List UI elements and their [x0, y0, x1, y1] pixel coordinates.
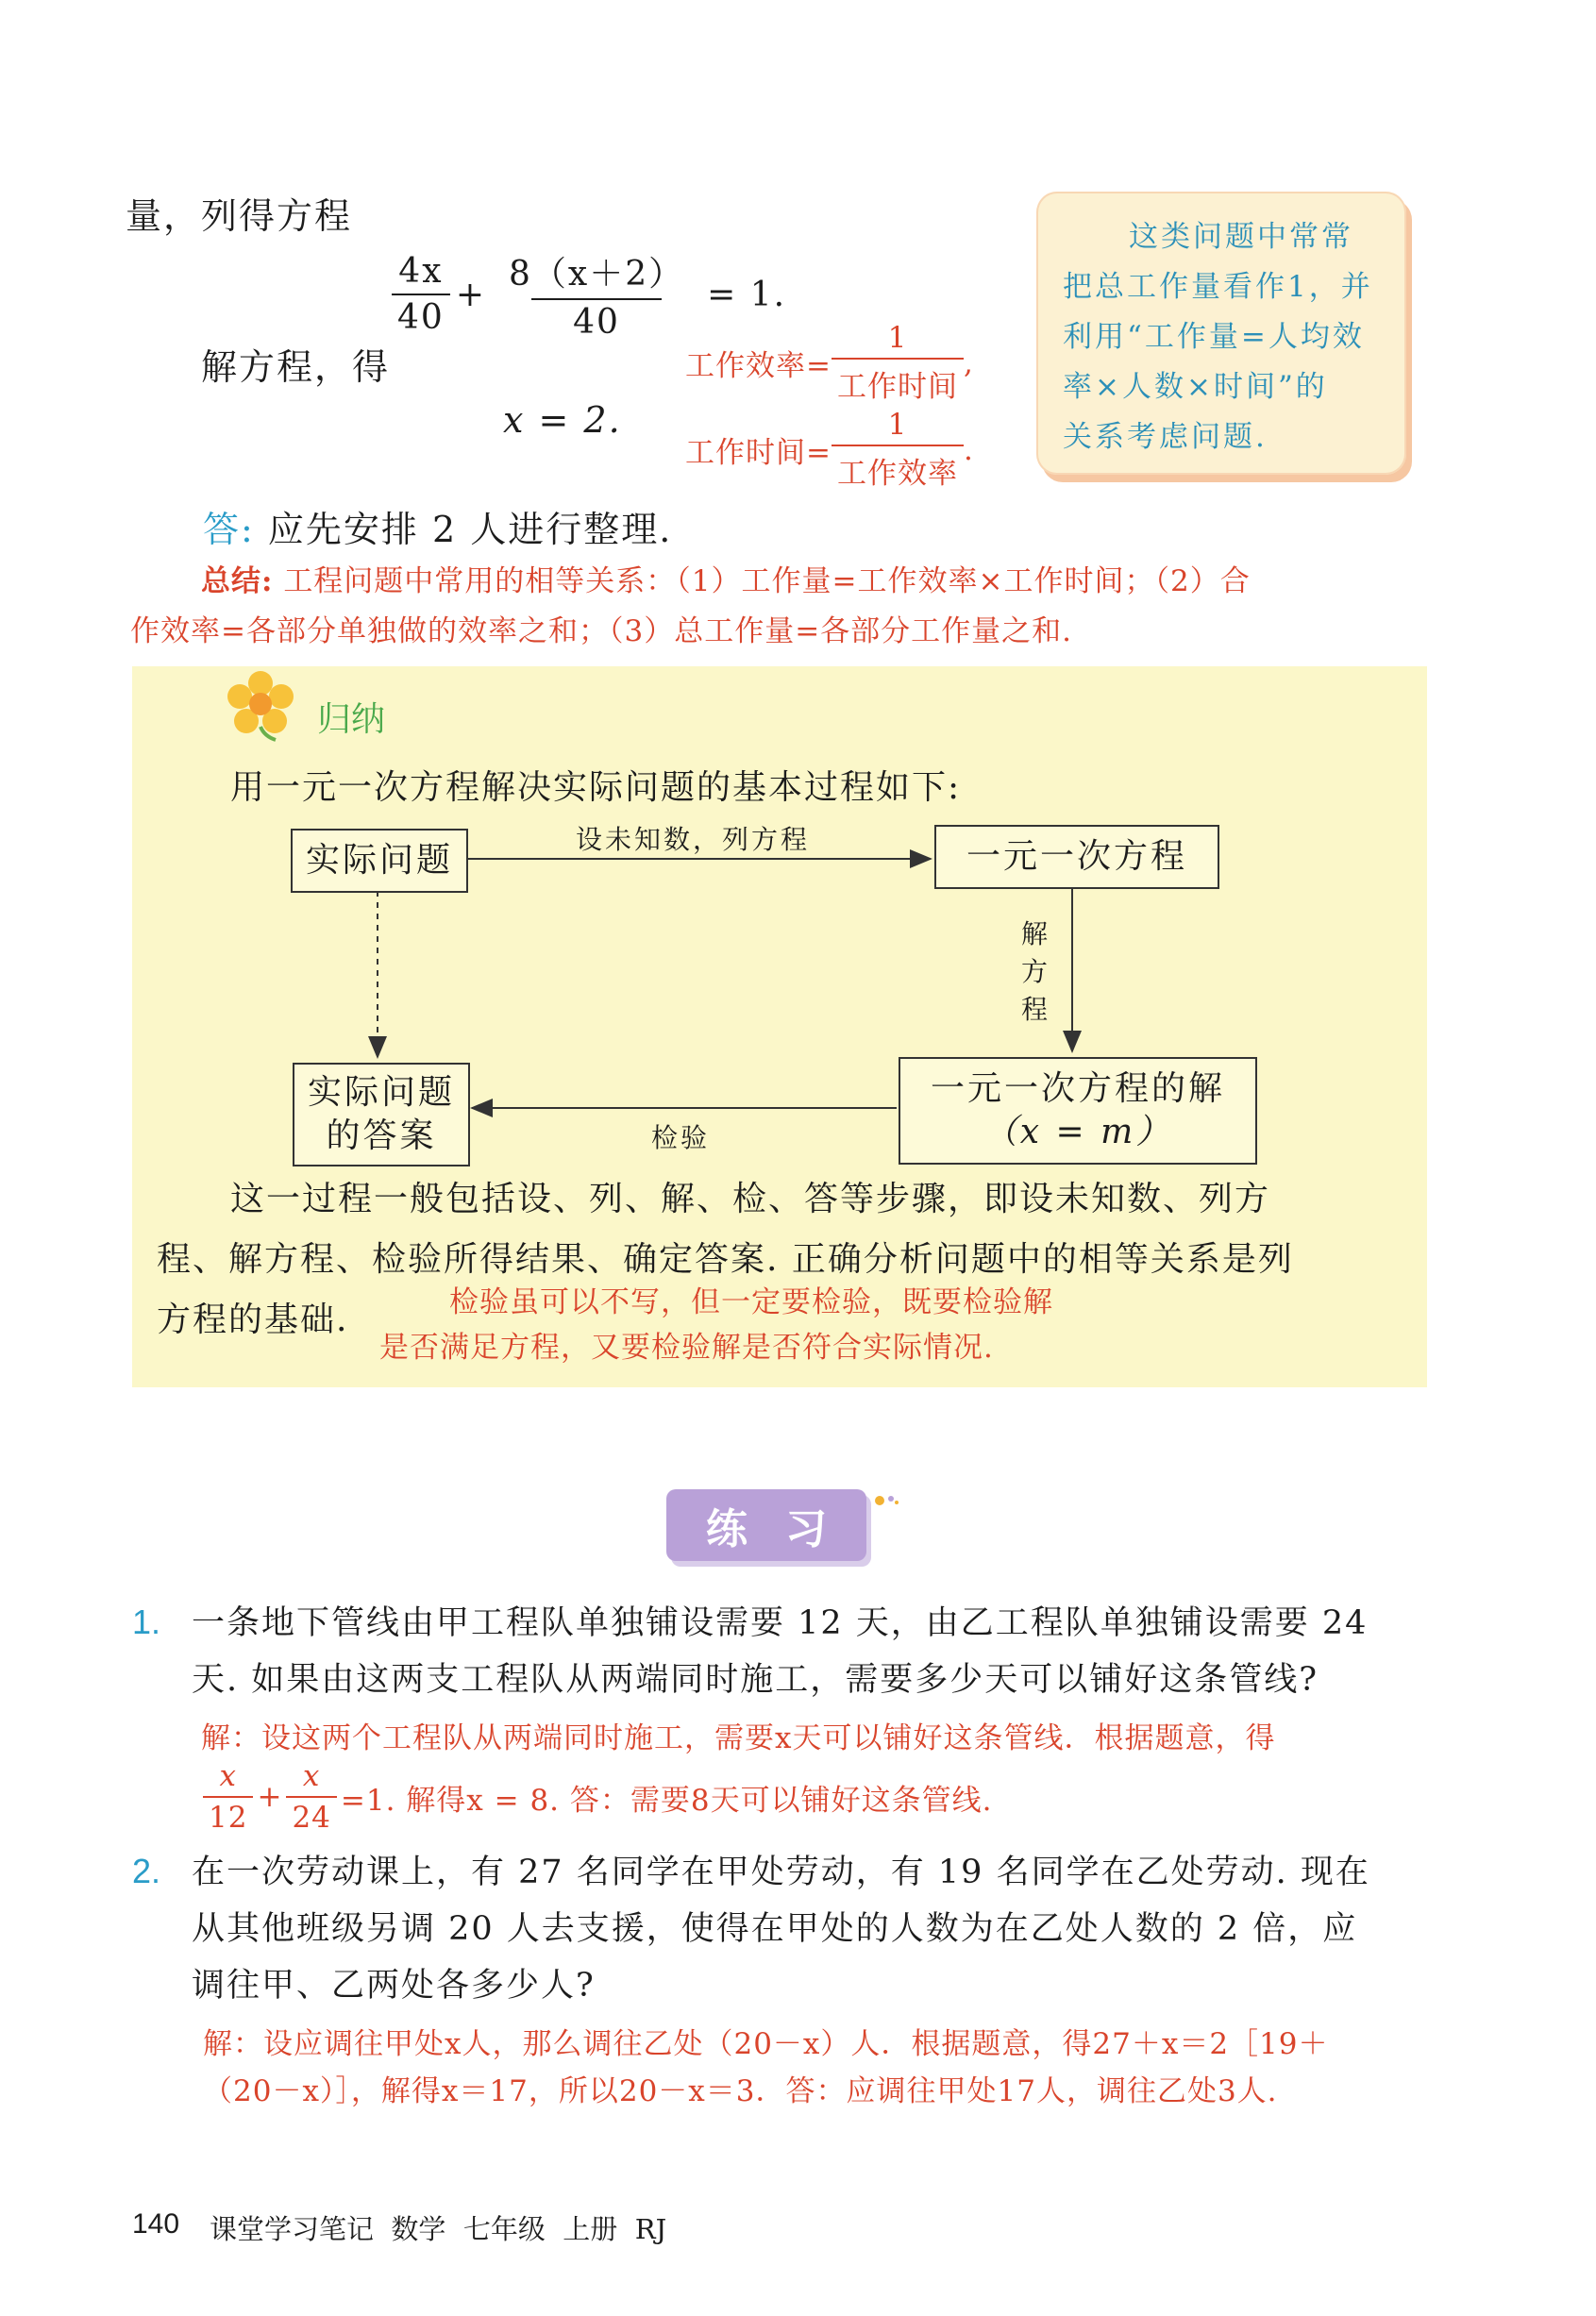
equation: $\frac{4x}{40}$ + $\frac{8(x+2)}{40}$ = 1. [392, 247, 786, 342]
tip-box [1036, 192, 1406, 475]
arrow-label-setup: 设未知数，列方程 [576, 824, 811, 855]
summary-line-2: 作效率=各部分单独做的效率之和；（3）总工作量=各部分工作量之和. [130, 614, 1073, 648]
fraction-2: $\frac{8(x+2)}{40}$ [508, 255, 685, 342]
flow-arrows [132, 666, 1427, 1195]
q1-line-1: 一条地下管线由甲工程队单独铺设需要 12 天，由乙工程队单独铺设需要 24 [192, 1604, 1369, 1642]
tip-line: 把总工作量看作1，并 [1063, 270, 1373, 304]
intro-line: 量，列得方程 [126, 195, 353, 237]
induction-note-1: 检验虽可以不写，但一定要检验，既要检验解 [449, 1285, 1053, 1319]
tip-line: 率×人数×时间”的 [1063, 370, 1328, 404]
induction-para-2: 程、解方程、检验所得结果、确定答案. 正确分析问题中的相等关系是列 [157, 1240, 1294, 1279]
induction-para-3: 方程的基础. [157, 1301, 349, 1339]
q2-answer-line-2: （20－x）］，解得x＝17，所以20－x＝3．答：应调往甲处17人，调往乙处3人. [203, 2074, 1278, 2108]
solution: x = 2. [503, 399, 622, 441]
induction-note-2: 是否满足方程，又要检验解是否符合实际情况. [379, 1331, 994, 1365]
tip-line: 这类问题中常常 [1129, 220, 1353, 254]
practice-tab: 练习 [666, 1489, 866, 1561]
flow-box-problem: 实际问题 [291, 829, 468, 893]
tip-line: 关系考虑问题. [1063, 420, 1268, 454]
footer-text: 课堂学习笔记 数学 七年级 上册 RJ [210, 2213, 667, 2245]
page-number: 140 [132, 2208, 180, 2240]
q2-answer-line-1: 解：设应调往甲处x人，那么调往乙处（20－x）人．根据题意，得27＋x＝2［19＋ [203, 2027, 1329, 2061]
arrow-label-solve-2: 方 [1021, 956, 1051, 987]
formula-time: 工作时间= $\frac{1}{\text{工作效率}}$ . [685, 408, 974, 491]
q2-number: 2. [132, 1852, 161, 1890]
fraction-1: $\frac{4x}{40}$ [392, 252, 450, 337]
q2-line-3: 调往甲、乙两处各多少人? [192, 1967, 596, 2005]
q1-number: 1. [132, 1603, 161, 1641]
induction-para-1: 这一过程一般包括设、列、解、检、答等步骤，即设未知数、列方 [230, 1180, 1271, 1218]
answer [203, 500, 672, 552]
flow-box-answer: 实际问题 的答案 [293, 1063, 470, 1166]
flow-box-equation: 一元一次方程 [934, 825, 1219, 889]
summary-line-1: 总结: 工程问题中常用的相等关系：（1）工作量=工作效率×工作时间；（2）合 [201, 564, 1251, 598]
answer-text: 应先安排 2 人进行整理. [267, 509, 673, 550]
tip-line: 利用“工作量=人均效 [1063, 320, 1365, 354]
q1-line-2: 天. 如果由这两支工程队从两端同时施工，需要多少天可以铺好这条管线? [192, 1661, 1319, 1699]
induction-panel [132, 666, 1427, 1387]
q2-line-1: 在一次劳动课上，有 27 名同学在甲处劳动，有 19 名同学在乙处劳动. 现在 [192, 1854, 1370, 1891]
solve-label: 解方程，得 [201, 346, 391, 388]
answer-label: 答: [203, 509, 255, 550]
arrow-label-check: 检验 [651, 1122, 711, 1153]
summary-label: 总结: [201, 564, 274, 598]
arrow-label-solve-1: 解 [1021, 918, 1051, 949]
induction-intro: 用一元一次方程解决实际问题的基本过程如下: [230, 768, 962, 807]
sparkle-icon [872, 1487, 900, 1510]
formula-efficiency: 工作效率= $\frac{1}{\text{工作时间}}$ , [685, 321, 974, 404]
flow-box-solution: 一元一次方程的解 （x = m） [899, 1057, 1257, 1165]
q2-line-2: 从其他班级另调 20 人去支援，使得在甲处的人数为在乙处人数的 2 倍，应 [192, 1910, 1358, 1948]
induction-title: 归纳 [317, 700, 386, 739]
arrow-label-solve-3: 程 [1021, 994, 1051, 1025]
q1-answer-eq: $\frac{x}{12}$ + $\frac{x}{24}$ =1. 解得x = 8. 答：需要8天可以铺好这条管线. [203, 1759, 992, 1835]
q1-answer-line-1: 解：设这两个工程队从两端同时施工，需要x天可以铺好这条管线．根据题意，得 [201, 1721, 1276, 1755]
